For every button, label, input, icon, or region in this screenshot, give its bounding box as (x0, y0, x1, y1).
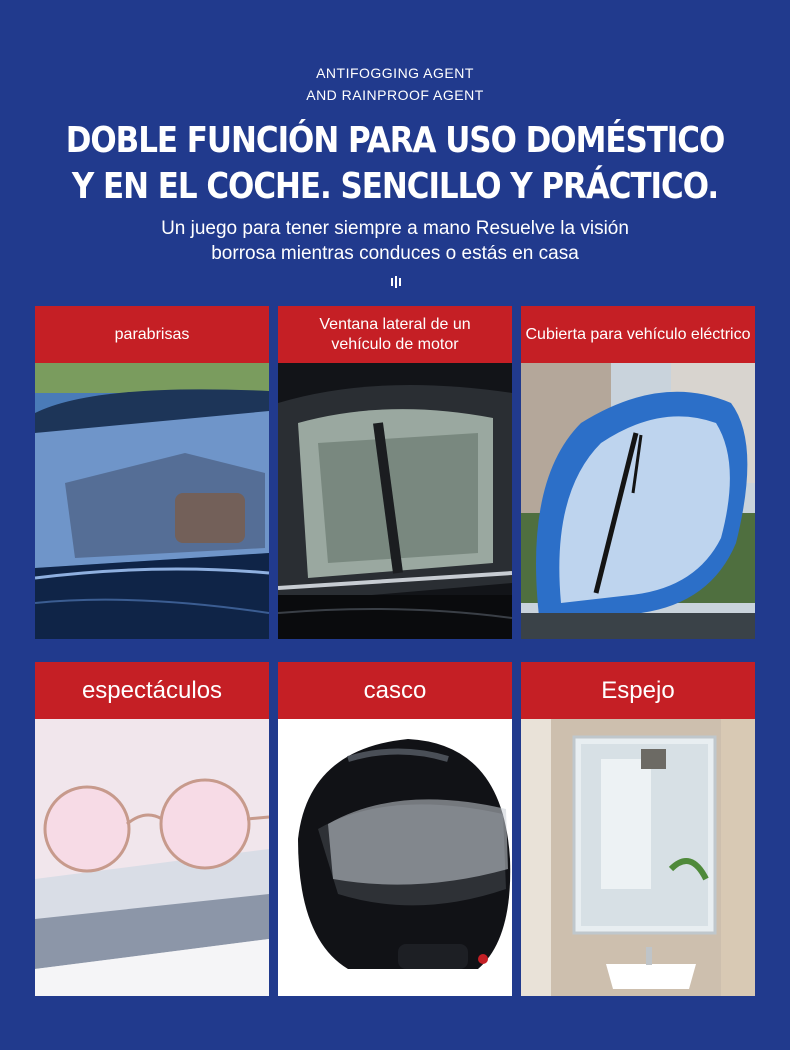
card-helmet (278, 662, 512, 996)
kicker-line-1: ANTIFOGGING AGENT (316, 65, 474, 81)
card-label (35, 306, 269, 363)
card-mirror (521, 662, 755, 996)
car-windshield-photo (35, 363, 269, 639)
subtitle-line-2: borrosa mientras conduces o estás en casa (211, 243, 579, 264)
divider-mark-icon (390, 276, 402, 288)
subtitle-line-1: Un juego para tener siempre a mano Resuelve la visión (161, 218, 629, 239)
car-side-window-photo (278, 363, 512, 639)
card-label-text: Ventana lateral de un vehículo de motor (319, 315, 471, 353)
card-label (35, 662, 269, 719)
card-ev-cover (521, 306, 755, 639)
kicker-line-2: AND RAINPROOF AGENT (306, 87, 484, 103)
card-windshield (35, 306, 269, 639)
card-label-text: casco (363, 676, 427, 704)
bathroom-mirror-photo (521, 719, 755, 996)
headline-line-2: Y EN EL COCHE. SENCILLO Y PRÁCTICO. (71, 166, 719, 207)
subtitle (0, 216, 790, 266)
card-side-window (278, 306, 512, 639)
card-label (521, 662, 755, 719)
card-glasses (35, 662, 269, 996)
card-label (521, 306, 755, 363)
kicker (0, 62, 790, 106)
headline-line-1: DOBLE FUNCIÓN PARA USO DOMÉSTICO (65, 120, 725, 161)
card-label (278, 306, 512, 363)
card-label-text: Cubierta para vehículo eléctrico (525, 325, 751, 343)
helmet-photo (278, 719, 512, 996)
card-label-text: espectáculos (81, 676, 223, 704)
card-label-text: parabrisas (114, 325, 190, 343)
electric-vehicle-cover-photo (521, 363, 755, 639)
card-label (278, 662, 512, 719)
card-label-text: Espejo (601, 676, 675, 704)
eyeglasses-photo (35, 719, 269, 996)
headline (55, 118, 734, 210)
